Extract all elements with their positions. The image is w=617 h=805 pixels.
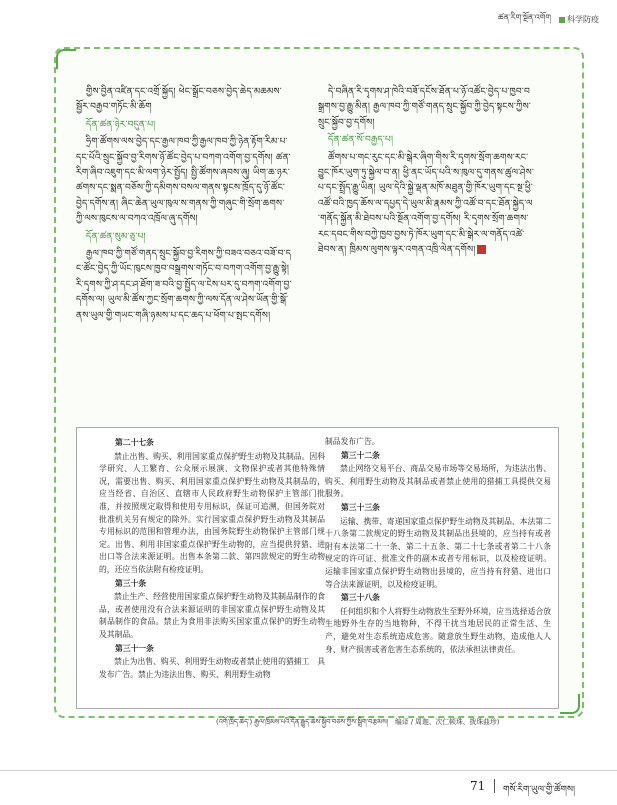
seal-icon: [477, 245, 486, 254]
byline: (འགོ་ཁྲིད་ཆེད་) རྒྱལ་ཁྲིམས་པའི་དོན་རྒྱུད་ཆེས་སྐྱོབ་བཅས་ཀྱིས་སྒྲིག་བརྩམས། 编译 / 周迦、次仁顿珠、拨珠曲珍): [216, 718, 500, 726]
section-label-chinese: 科学防疫: [559, 14, 599, 25]
chinese-column-right: [325, 436, 551, 656]
tibetan-paragraph: གྱིས་བྱིན་འཛིན་དང་འགྲོ་སྐྱོད། ཕེང་སྒྲོང་བཅས་བྱེད་ཆེད་མཆམས་སྦྱོར་བརྒྱབ་གཏོང་མི་ཆོག: [76, 87, 282, 113]
tibetan-paragraph: ཚོགས་པ་གང་རུང་དང་མི་སྒེར་ཞིག་གིས་རི་དྭགས་སྲོག་ཆགས་རང་བྱུང་ཁོར་ཡུག་ཏུ་སྐྱེལ་བ་ན། ཕྱི་ནང་ཡོད་པའི་ས་ཁུལ་དུ་གནས་ཚུལ་ཤེས་པ་དང་སྤྲོད་རྒྱུ་ཡིན། ཡུལ་དེའི་སྐྱེ་ལྡན་མཁོ་མཐུན་གྱི་ཁོར་ཡུག་དང་སྔ་ཕྱི་འཚོ་བའི་ཁྱད་ཆོས་ལ་དཔྱད་དེ་ཡུལ་མི་རྣམས་ཀྱི་འཚོ་བ་དང་ཐོན་སྐྱེད་ལ་གནོད་སྐྱོན་མི་ཐེབས་པའི་སྔོན་འགོག་བྱ་དགོས། རི་དྭགས་སྲོག་ཆགས་རང་དབང་གིས་བཀྱེ་ཁྱབ་བྱས་ཏེ་ཁོར་ཡུག་དང་མི་སྒེར་ལ་གནོད་འཚེ་ཐེབས་ན། ཁྲིམས་ལུགས་ལྟར་འགན་འཁྲི་ལེན་དགོས།: [318, 152, 534, 256]
article-paragraph: 禁止出售、购买、利用国家重点保护野生动物及其制品。因科学研究、人工繁育、公众展示展演、文物保护或者其他特殊情况，需要出售、购买、利用国家重点保护野生动物及其制品的，应当经省、自治区、直辖市人民政府野生动物保护主管部门批准，并按照规定取得和使用专用标识，保证可追溯，但国务院对批准机关另有规定的除外。实行国家重点保护野生动物及其制品专用标识的范围和管理办法，由国务院野生动物保护主管部门规定。出售、利用非国家重点保护野生动物的，应当提供狩猎、进出口等合法来源证明。出售本条第二款、第四款规定的野生动物的，还应当依法附有检疫证明。: [99, 451, 325, 574]
frame-corner-bottom-right: [560, 694, 580, 714]
article-heading: 第三十三条: [341, 502, 380, 512]
footer-rule: [0, 770, 617, 771]
chinese-column-left: [99, 436, 325, 681]
tibetan-column-left: [76, 85, 292, 324]
article-paragraph: 任何组织和个人将野生动物放生至野外环境，应当选择适合放生地野外生存的当地物种，不得干扰当地居民的正常生活、生产，避免对生态系统造成危害。随意放生野生动物，造成他人人身、财产损害或者危害生态系统的，依法承担法律责任。: [325, 606, 551, 654]
article-paragraph: 禁止网络交易平台、商品交易市场等交易场所，为违法出售、购买、利用野生动物及其制品或者禁止使用的猎捕工具提供交易服务。: [325, 464, 551, 499]
article-paragraph: 禁止为出售、购买、利用野生动物或者禁止使用的猎捕工 具发布广告。禁止为违法出售、购买、利用野生动物: [99, 657, 325, 679]
article-heading-tibetan: དོན་ཚན་སོ་བརྒྱད་པ།: [328, 135, 394, 146]
section-label-tibetan: ཚན་རིག་སྔོན་འགོག: [497, 13, 551, 22]
article-heading: 第三十一条: [115, 643, 154, 653]
article-paragraph: 制品发布广告。: [325, 437, 380, 446]
article-heading: 第三十条: [115, 578, 147, 588]
article-heading: 第二十七条: [115, 438, 154, 447]
article-paragraph: 运输、携带、寄递国家重点保护野生动物及其制品、本法第二十八条第二款规定的野生动物及其制品出县境的，应当持有或者附有本法第二十一条、第二十五条、第二十七条或者第二十八条规定的许可证、批准文件的副本或者专用标识，以及检疫证明。运输非国家重点保护野生动物出县境的，应当持有狩猎、进出口等合法来源证明，以及检疫证明。: [325, 516, 551, 589]
article-paragraph: 禁止生产、经营使用国家重点保护野生动物及其制品制作的食品，或者使用没有合法来源证明的非国家重点保护野生动物及其制品制作的食品。禁止为食用非法购买国家重点保护的野生动物及其制品。: [99, 592, 325, 639]
article-heading: 第三十八条: [341, 593, 380, 603]
chinese-law-box: [76, 427, 559, 709]
footer-separator: [494, 779, 495, 793]
article-heading-tibetan: དོན་ཚན་ཉེར་བདུན་པ།: [86, 119, 156, 130]
tibetan-paragraph: ཧྲིག་ཚོགས་ལས་བྱེད་དང་རྒྱལ་ཁབ་ཀྱི་རྒྱལ་ཁབ་ཀྱི་ཉེན་རྟོག་རིམ་པ་དང་པོའི་སྲུང་སྐྱོབ་བྱ་རིགས་ཉོ་ཚོང་བྱེད་པ་བཀག་འགོག་བྱ་དགོས། ཚན་རིག་ཞིབ་འཇུག་དང་མི་ལག་ཉེར་སྤྱོད། སྤྱི་ཚོགས་ཞབས་ཞུ། ཡིག་ཆ་ཉར་ཚགས་དང་སྨན་བཅོས་ཀྱི་དམིགས་བསལ་གནས་སྟངས་ཁྲོད་དུ་ཉོ་ཚོང་བྱེད་དགོས་ན། ཞིང་ཆེན་ཡུལ་ཁུལ་ས་གནས་ཀྱི་གཞུང་གི་སྲོག་ཆགས་ཀྱི་ལས་ཁུངས་ལ་བཀའ་འཁྲོལ་ཞུ་དགོས།: [76, 137, 291, 225]
section-square-icon: [559, 17, 565, 23]
tibetan-paragraph: རྒྱལ་ཁབ་ཀྱི་གཙོ་གནད་སྲུང་སྐྱོབ་བྱ་རིགས་ཀྱི་བཟའ་བཅའ་བཟོ་བ་དང་ཚོང་བྱེད་ཀྱི་ཡོང་ཁུངས་ཁྱབ་བསྒྲགས་གཏོང་བ་བཀག་འགོག་བྱ་རྒྱུ་སྟེ། རི་དྭགས་ཀྱི་ཤ་དང་ཤ་ཐོག་ཟ་བའི་བྱ་སྤྱོད་ལ་ངེས་པར་དུ་བཀག་འགོག་བྱ་དགོས་ལ། ཡུལ་མི་ཚོས་ཀྱང་སྲོག་ཆགས་ཀྱི་ལས་དོན་ལ་ཤེས་ཡོན་གྱི་སྒོ་ནས་ཡུལ་གྱི་གཡང་གཞི་ཉམས་པ་དང་ཆད་པ་ཕོག་པ་སྤང་དགོས།: [76, 249, 292, 321]
page-number: 71: [470, 779, 486, 793]
article-heading: 第三十二条: [341, 450, 380, 460]
frame-corner-top-left: [56, 49, 76, 69]
magazine-name: གསོ་རིག་ཡུལ་གྱི་ཚོགས།: [503, 785, 575, 795]
tibetan-paragraph: དེ་བཞིན་རི་དྭགས་ཤ་ཁེའི་བཟོ་དངོས་ཐོན་པ་ཉོ་འཚོང་བྱེད་པ་ཁྱབ་བསྒྲགས་བྱ་རྒྱུ་མིན། རྒྱལ་ཁབ་ཀྱི་གཙོ་གནད་སྲུང་སྐྱོབ་ཀྱི་བྱེད་སྟངས་ཀྱིས་སྲུང་སྐྱོབ་བྱ་དགོས།: [318, 87, 531, 128]
tibetan-column-right: [318, 85, 534, 258]
section-label: [498, 8, 599, 31]
article-heading-tibetan: དོན་ཚན་སུམ་ཅུ་པ།: [86, 231, 146, 242]
page-header: [0, 0, 617, 26]
